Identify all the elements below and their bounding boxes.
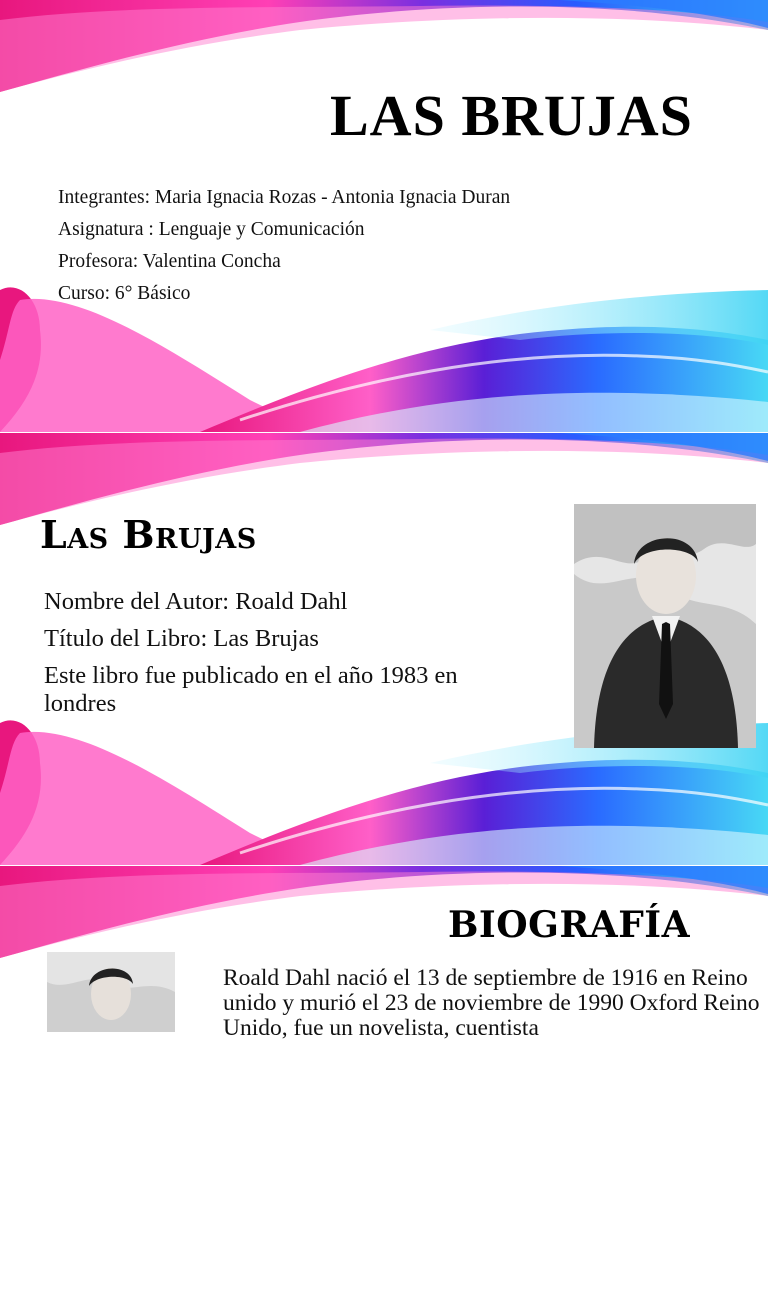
portrait-image bbox=[574, 504, 756, 748]
biography-photo bbox=[47, 952, 175, 1032]
teacher-line: Profesora: Valentina Concha bbox=[58, 251, 281, 272]
book-title-line: Título del Libro: Las Brujas bbox=[44, 625, 319, 652]
portrait-image bbox=[47, 952, 175, 1032]
subject-line: Asignatura : Lenguaje y Comunicación bbox=[58, 219, 365, 240]
course-line: Curso: 6° Básico bbox=[58, 283, 191, 304]
biography-text: Roald Dahl nació el 13 de septiembre de 1916 en Reino unido y murió el 23 de noviembre de 1990 Oxford Reino Unido, fue un novelista, cuentista bbox=[223, 965, 760, 1041]
author-photo bbox=[574, 504, 756, 748]
slide-1[interactable] bbox=[0, 0, 768, 432]
slide-3-title: BIOGRAFÍA bbox=[448, 904, 691, 946]
slide-2-details bbox=[44, 588, 524, 727]
author-line: Nombre del Autor: Roald Dahl bbox=[44, 588, 348, 615]
slide-2-title: Las Brujas bbox=[40, 512, 257, 557]
slide-1-title: LAS BRUJAS bbox=[330, 83, 693, 148]
members-line: Integrantes: Maria Ignacia Rozas - Antonia Ignacia Duran bbox=[58, 187, 511, 208]
slide-1-details bbox=[58, 182, 510, 310]
publication-line: Este libro fue publicado en el año 1983 en londres bbox=[44, 662, 458, 717]
